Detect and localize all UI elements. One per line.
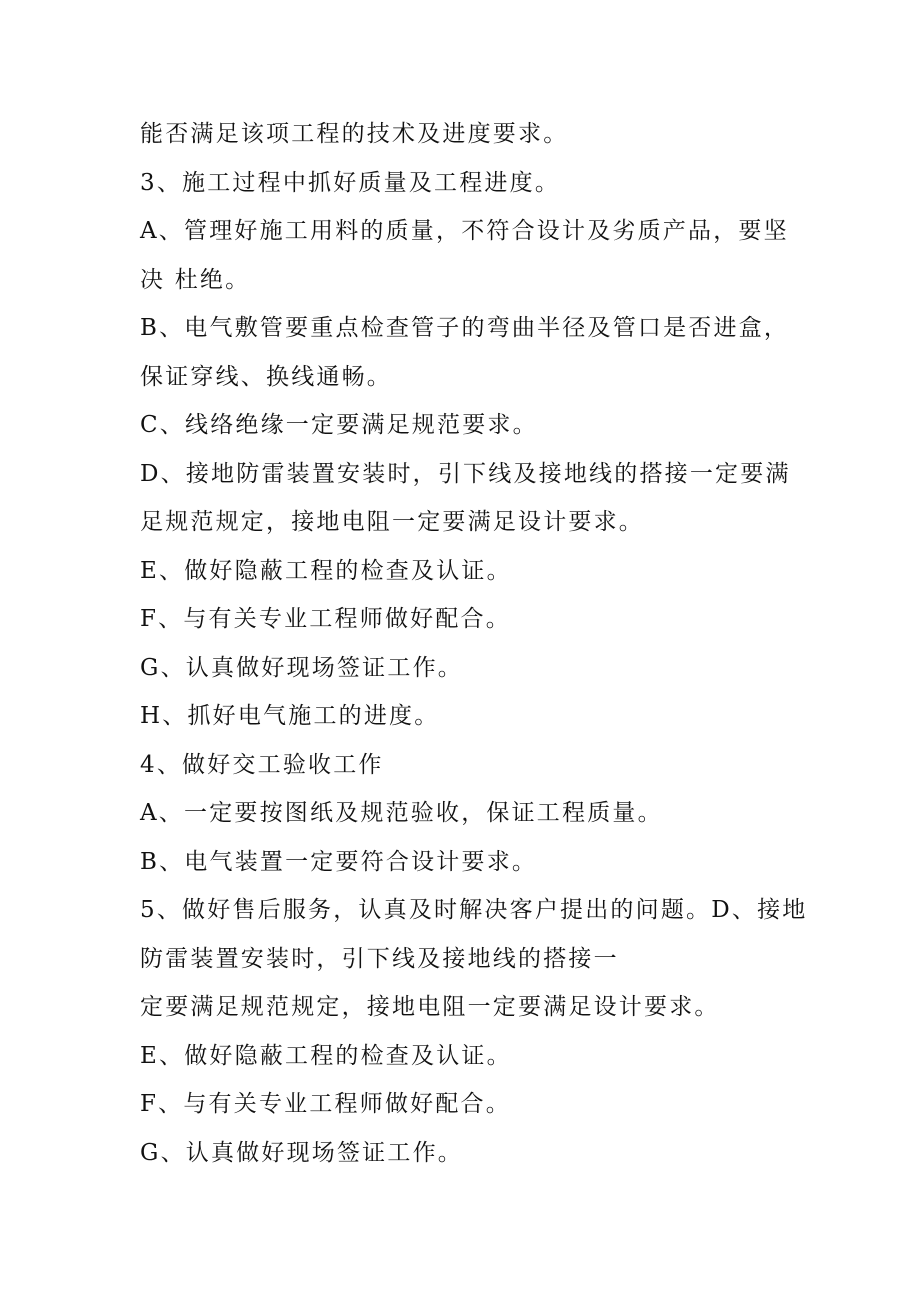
text-line: B、电气装置一定要符合设计要求。 <box>140 848 538 875</box>
text-line: 防雷装置安装时，引下线及接地线的搭接一 <box>140 945 619 972</box>
text-line: E、做好隐蔽工程的检查及认证。 <box>140 1042 512 1069</box>
text-line: E、做好隐蔽工程的检查及认证。 <box>140 557 512 584</box>
text-line: 5、做好售后服务，认真及时解决客户提出的问题。D、接地 <box>140 897 808 923</box>
text-line: C、线络绝缘一定要满足规范要求。 <box>140 412 538 438</box>
text-line: A、一定要按图纸及规范验收，保证工程质量。 <box>140 800 663 826</box>
text-line: 足规范规定，接地电阻一定要满足设计要求。 <box>140 509 644 535</box>
text-line: 决 杜绝。 <box>140 266 251 293</box>
text-line: 定要满足规范规定，接地电阻一定要满足设计要求。 <box>140 994 720 1020</box>
text-line: 3、施工过程中抓好质量及工程进度。 <box>140 169 561 196</box>
text-line: D、接地防雷装置安装时，引下线及接地线的搭接一定要满 <box>140 460 791 487</box>
text-line: F、与有关专业工程师做好配合。 <box>140 606 511 632</box>
text-line: 4、做好交工验收工作 <box>140 751 384 778</box>
text-line: G、认真做好现场签证工作。 <box>140 654 463 681</box>
text-line: B、电气敷管要重点检查管子的弯曲半径及管口是否进盒， <box>140 315 790 341</box>
text-line: G、认真做好现场签证工作。 <box>140 1139 463 1166</box>
document-body <box>140 110 808 1177</box>
text-line: A、管理好施工用料的质量，不符合设计及劣质产品，要坚 <box>140 218 789 244</box>
text-line: 能否满足该项工程的技术及进度要求。 <box>140 121 569 147</box>
text-line: 保证穿线、换线通畅。 <box>140 363 392 390</box>
text-line: H、抓好电气施工的进度。 <box>140 703 440 729</box>
text-line: F、与有关专业工程师做好配合。 <box>140 1091 511 1117</box>
